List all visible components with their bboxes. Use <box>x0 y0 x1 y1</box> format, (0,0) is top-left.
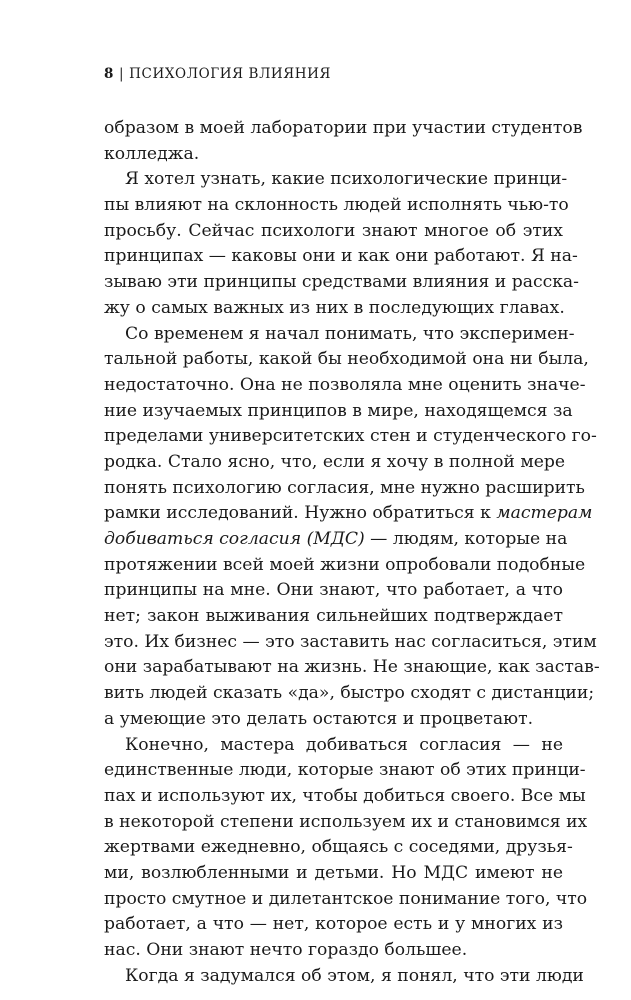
text-line: единственные люди, которые знают об этих принци- <box>104 760 586 781</box>
text-line: нас. Они знают нечто гораздо большее. <box>104 940 468 960</box>
text-line-with-emphasis <box>104 527 568 553</box>
text-line: принципах — каковы они и как они работают. Я на- <box>104 246 578 267</box>
text-line: в некоторой степени используем их и становимся их <box>104 811 588 832</box>
text-line: жу о самых важных из них в последующих главах. <box>104 297 565 318</box>
text-line: недостаточно. Она не позволяла мне оценить значе- <box>104 374 586 395</box>
text-line: они зарабатывают на жизнь. Не знающие, как застав- <box>104 657 600 678</box>
text-line: зываю эти принципы средствами влияния и расска- <box>104 272 579 293</box>
header-separator: | <box>119 66 125 82</box>
text-line: родка. Стало ясно, что, если я хочу в полной мере <box>104 451 566 472</box>
text-line: пределами университетских стен и студенческого го- <box>104 426 597 447</box>
text-line: Со временем я начал понимать, что эксперимен- <box>125 323 575 344</box>
text-line: понять психологию согласия, мне нужно расширить <box>104 477 585 498</box>
running-head <box>104 66 331 82</box>
text-line: просто смутное и дилетантское понимание того, что <box>104 888 588 909</box>
emphasis-term: добиваться согласия (МДС) <box>104 529 365 549</box>
text-segment: рамки исследований. Нужно обратиться к <box>104 503 497 524</box>
text-line: работает, а что — нет, которое есть и у многих из <box>104 914 563 935</box>
text-line: пы влияют на склонность людей исполнять чью-то <box>104 195 569 216</box>
text-line: Я хотел узнать, какие психологические принци- <box>125 169 568 190</box>
text-line: колледжа. <box>104 143 200 164</box>
text-line: вить людей сказать «да», быстро сходят с дистанции; <box>104 683 595 704</box>
text-line: это. Их бизнес — это заставить нас согласиться, этим <box>104 631 597 652</box>
text-line: а умеющие это делать остаются и процветают. <box>104 708 534 729</box>
text-line: пах и используют их, чтобы добиться своего. Все мы <box>104 785 586 806</box>
text-line: Когда я задумался об этом, я понял, что эти люди <box>125 965 584 986</box>
emphasis-term: мастерам <box>496 503 593 524</box>
text-line: принципы на мне. Они знают, что работает, а что <box>104 580 563 601</box>
text-line: просьбу. Сейчас психологи знают многое об этих <box>104 220 563 241</box>
page-number: 8 <box>104 66 114 82</box>
text-segment: — людям, которые на <box>364 529 568 549</box>
text-line: образом в моей лаборатории при участии студентов <box>104 118 583 138</box>
text-line: тальной работы, какой бы необходимой она ни была, <box>104 349 589 370</box>
text-line: жертвами ежедневно, общаясь с соседями, друзья- <box>104 837 573 858</box>
body-text <box>104 116 600 989</box>
text-line-with-emphasis <box>104 501 593 527</box>
text-line: ние изучаемых принципов в мире, находящемся за <box>104 400 573 421</box>
running-head-title: ПСИХОЛОГИЯ ВЛИЯНИЯ <box>129 66 332 82</box>
text-line: протяжении всей моей жизни опробовали подобные <box>104 554 586 575</box>
text-line: Конечно, мастера добиваться согласия — не <box>125 734 563 755</box>
text-line: ми, возлюбленными и детьми. Но МДС имеют не <box>104 862 563 883</box>
text-line: нет; закон выживания сильнейших подтверждает <box>104 606 563 627</box>
